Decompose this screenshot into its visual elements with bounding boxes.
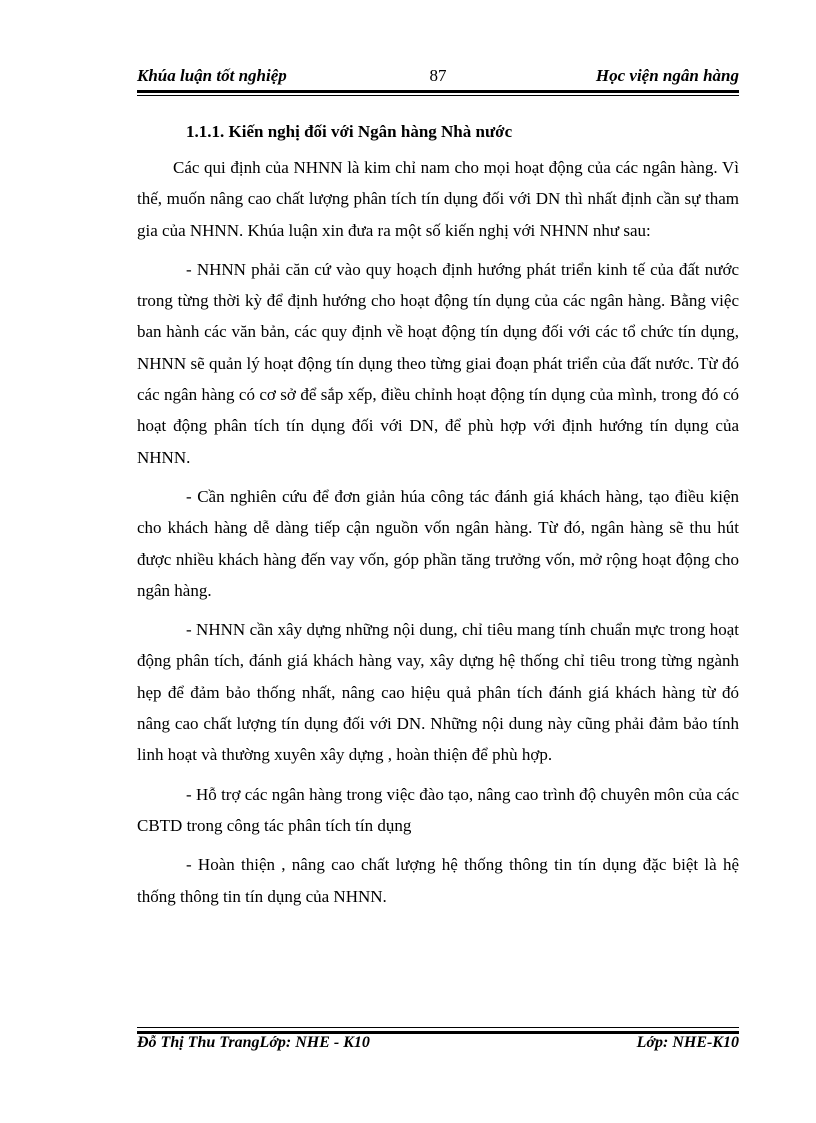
page-body: [137, 118, 739, 920]
page-number: 87: [429, 66, 447, 85]
page-header: [137, 64, 739, 90]
footer-author: Đỗ Thị Thu TrangLớp: NHE - K10: [137, 1034, 370, 1051]
header-thesis-label: Khúa luận tốt nghiệp: [137, 66, 287, 85]
footer-rule-thin: [137, 1027, 739, 1028]
recommendation-1: - NHNN phải căn cứ vào quy hoạch định hướng phát triển kinh tế của đất nước trong từng thời kỳ để định hướng cho hoạt động tín dụng của các ngân hàng. Bằng việc ban hành các văn bản, các quy định về hoạt động tín dụng đối với các tổ chức tín dụng, NHNN sẽ quản lý hoạt động tín dụng theo từng giai đoạn phát triển của đất nước. Từ đó các ngân hàng có cơ sở để sắp xếp, điều chỉnh hoạt động tín dụng của mình, trong đó có hoạt động phân tích tín dụng đối với DN, để phù hợp với định hướng tín dụng của NHNN.: [137, 259, 739, 467]
header-rule-thin: [137, 95, 739, 96]
section-heading: 1.1.1. Kiến nghị đối với Ngân hàng Nhà nước: [186, 122, 513, 141]
header-rule-thick: [137, 90, 739, 93]
page-footer: [137, 1034, 739, 1058]
footer-class: Lớp: NHE-K10: [636, 1034, 739, 1051]
recommendation-3: - NHNN cần xây dựng những nội dung, chỉ tiêu mang tính chuẩn mực trong hoạt động phân tích, đánh giá khách hàng vay, xây dựng hệ thống chỉ tiêu trong từng ngành hẹp để đảm bảo thống nhất, nâng cao hiệu quả phân tích đánh giá khách hàng từ đó nâng cao chất lượng tín dụng đối với DN. Những nội dung này cũng phải đảm bảo tính linh hoạt và thường xuyên xây dựng , hoàn thiện để phù hợp.: [137, 620, 739, 765]
recommendation-2: - Cần nghiên cứu để đơn giản húa công tác đánh giá khách hàng, tạo điều kiện cho khách hàng dễ dàng tiếp cận nguồn vốn ngân hàng. Từ đó, ngân hàng sẽ thu hút được nhiều khách hàng đến vay vốn, góp phần tăng trưởng vốn, mở rộng hoạt động cho ngân hàng.: [137, 486, 739, 600]
header-institution: Học viện ngân hàng: [595, 66, 739, 85]
recommendation-5: - Hoàn thiện , nâng cao chất lượng hệ thống thông tin tín dụng đặc biệt là hệ thống thông tin tín dụng của NHNN.: [137, 855, 739, 906]
intro-paragraph: Các qui định của NHNN là kim chỉ nam cho mọi hoạt động của các ngân hàng. Vì thế, muốn nâng cao chất lượng phân tích tín dụng đối với DN thì nhất định cần sự tham gia của NHNN. Khúa luận xin đưa ra một số kiến nghị với NHNN như sau:: [137, 158, 739, 240]
recommendation-4: - Hỗ trợ các ngân hàng trong việc đào tạo, nâng cao trình độ chuyên môn của các CBTD trong công tác phân tích tín dụng: [137, 784, 739, 835]
